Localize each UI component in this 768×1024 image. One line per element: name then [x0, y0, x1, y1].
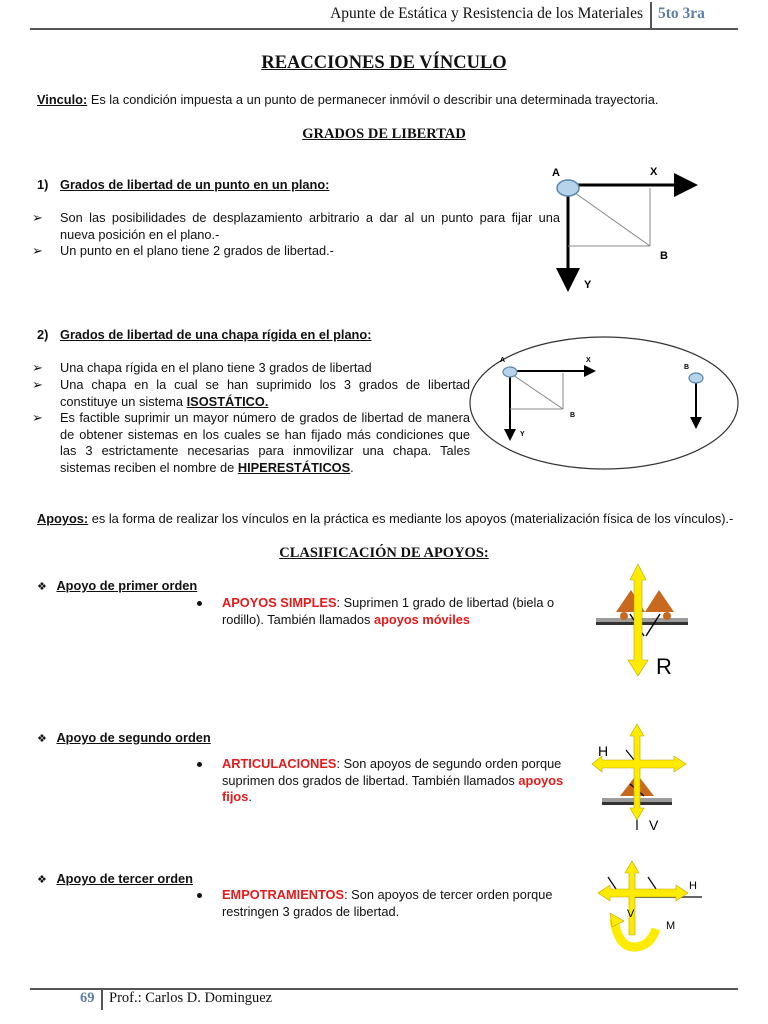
support-triangle-right — [645, 590, 674, 612]
header-rule — [30, 28, 738, 30]
point-plane-diagram — [540, 158, 715, 298]
displacement-line — [568, 188, 650, 246]
plate-label-a: A — [500, 357, 506, 364]
roller-support-diagram — [590, 560, 700, 680]
clasificacion-heading: CLASIFICACIÓN DE APOYOS: — [279, 545, 489, 561]
label-v: V — [649, 817, 659, 833]
apoyos-text: es la forma de realizar los vínculos en la práctica es mediante los apoyos (materialización física de los vínculos).- — [91, 511, 734, 526]
roller-icon — [663, 612, 671, 620]
plate-displacement-line — [510, 373, 563, 409]
label-x: X — [650, 166, 658, 178]
header-course: 5to 3ra — [658, 5, 705, 22]
label-a: A — [552, 167, 560, 179]
label-h: H — [689, 880, 697, 892]
third-order-description: EMPOTRAMIENTOS: Son apoyos de tercer orden porque restringen 3 grados de libertad. — [222, 887, 567, 920]
pin-support-diagram — [590, 720, 700, 835]
arrow-bullet-icon: ➢ — [32, 360, 43, 375]
fixed-support-diagram — [590, 855, 710, 955]
diamond-bullet-icon: ❖ — [37, 733, 47, 745]
first-order-description: APOYOS SIMPLES: Suprimen 1 grado de libertad (biela o rodillo). También llamados apoyos móviles — [222, 595, 562, 628]
label-v: V — [627, 908, 635, 920]
hatch-right — [648, 877, 656, 889]
plate-label-y: Y — [520, 431, 525, 438]
label-b: B — [660, 250, 668, 262]
diamond-bullet-icon: ❖ — [37, 581, 47, 593]
hatch-top — [626, 750, 634, 760]
first-order-title: ❖ Apoyo de primer orden — [37, 578, 198, 593]
s1-number: 1) — [37, 177, 49, 192]
second-order-title: ❖ Apoyo de segundo orden — [37, 730, 211, 745]
page-number: 69 — [80, 990, 95, 1006]
second-order-description: ARTICULACIONES: Son apoyos de segundo orden porque suprimen dos grados de libertad. También llamados apoyos fijos. — [222, 756, 567, 806]
s2-bullet-3: ➢ Es factible suprimir un mayor número de grados de libertad de manera de obtener sistemas en los cuales se han fijado más condiciones que las 3 estrictamente necesarias para inmovilizar una chapa. Tales sistemas reciben el nombre de HIPERESTÁTICOS. — [32, 410, 470, 475]
apoyos-term: Apoyos: — [37, 511, 89, 526]
s2-bullet-2: ➢ Una chapa en la cual se han suprimido los 3 grados de libertad constituye un sistema ISOSTÁTICO. — [32, 377, 470, 409]
dot-bullet-icon — [197, 762, 202, 767]
plate-label-x: X — [586, 357, 591, 364]
grados-heading: GRADOS DE LIBERTAD — [302, 126, 466, 142]
header-separator — [650, 2, 652, 28]
plate-point-b — [689, 373, 703, 383]
diamond-bullet-icon: ❖ — [37, 874, 47, 886]
plate-point-a — [503, 367, 517, 377]
label-y: Y — [584, 279, 592, 291]
roller-icon — [620, 612, 628, 620]
s1-bullet-1: ➢ Son las posibilidades de desplazamiento arbitrario a dar al un punto para fijar una nueva posición en el plano.- — [32, 210, 560, 242]
header-title: Apunte de Estática y Resistencia de los Materiales — [330, 5, 643, 22]
arrow-bullet-icon: ➢ — [32, 210, 43, 225]
apoyos-definition — [37, 511, 747, 528]
point-a — [557, 180, 579, 196]
third-order-title: ❖ Apoyo de tercer orden — [37, 871, 193, 886]
plate-label-b: B — [570, 412, 576, 419]
vinculo-term: Vinculo: — [37, 92, 88, 107]
vinculo-definition — [37, 92, 737, 109]
footer-author: Prof.: Carlos D. Dominguez — [109, 990, 273, 1006]
arrow-bullet-icon: ➢ — [32, 377, 43, 392]
footer-separator — [101, 988, 103, 1010]
s2-bullet-1: ➢ Una chapa rígida en el plano tiene 3 grados de libertad — [32, 360, 372, 375]
s2-title: Grados de libertad de una chapa rígida en el plano: — [60, 327, 372, 342]
dot-bullet-icon — [197, 601, 202, 606]
s1-bullet-2: ➢ Un punto en el plano tiene 2 grados de libertad.- — [32, 243, 334, 258]
page-title: REACCIONES DE VÍNCULO — [261, 53, 507, 73]
vinculo-text: Es la condición impuesta a un punto de permanecer inmóvil o describir una determinada trayectoria. — [90, 92, 659, 107]
arrow-bullet-icon: ➢ — [32, 243, 43, 258]
s1-title: Grados de libertad de un punto en un plano: — [60, 177, 330, 192]
dot-bullet-icon — [197, 893, 202, 898]
label-r: R — [656, 654, 672, 679]
label-h: H — [598, 743, 609, 759]
plate-label-b2: B — [684, 364, 690, 371]
rigid-plate-diagram — [466, 335, 746, 475]
arrow-bullet-icon: ➢ — [32, 410, 43, 425]
s2-number: 2) — [37, 327, 49, 342]
label-m: M — [666, 920, 676, 932]
reaction-arrows-cross — [592, 724, 686, 820]
